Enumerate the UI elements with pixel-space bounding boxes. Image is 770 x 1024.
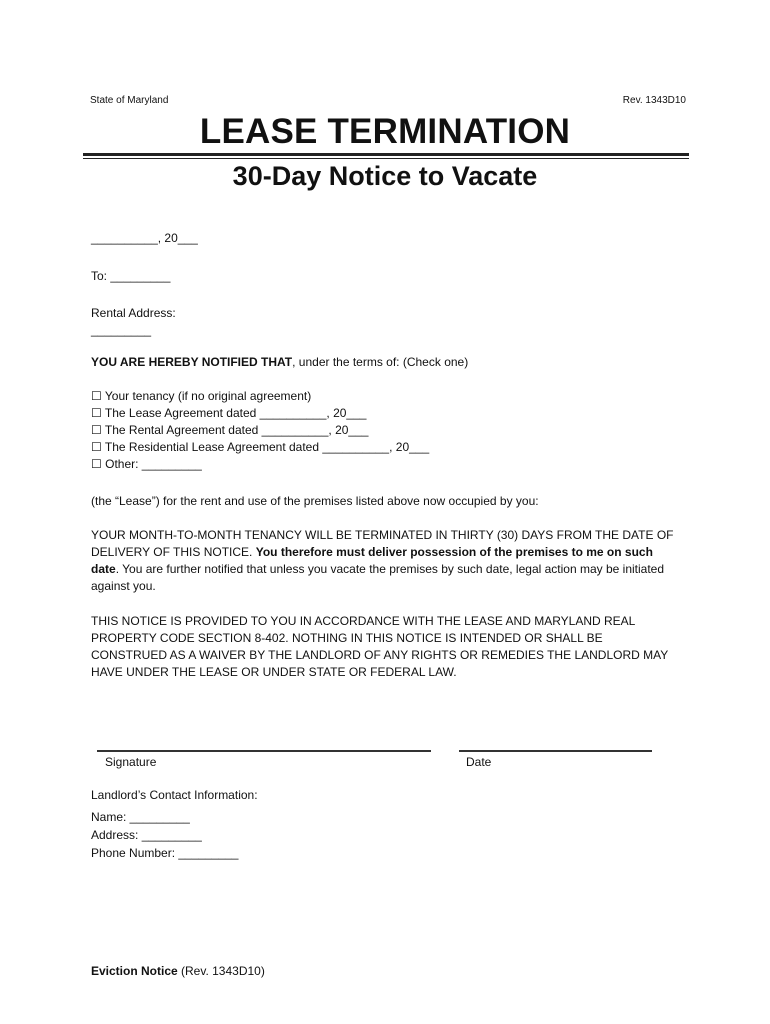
date-line: __________, 20___ <box>91 231 198 245</box>
termination-text-bold: You therefore must deliver possession of the premises to me on such date <box>91 545 653 576</box>
signature-label: Signature <box>105 755 157 769</box>
checkbox-icon[interactable]: ☐ <box>91 457 102 471</box>
option-other[interactable] <box>91 456 429 473</box>
option-label: The Rental Agreement dated __________, 20___ <box>104 423 369 437</box>
footer-bold: Eviction Notice <box>91 964 178 978</box>
checkbox-icon[interactable]: ☐ <box>91 406 102 420</box>
rental-address-blank: _________ <box>91 323 152 337</box>
lease-line: (the “Lease”) for the rent and use of the premises listed above now occupied by you: <box>91 494 539 508</box>
termination-paragraph <box>91 527 679 595</box>
document-title: LEASE TERMINATION <box>199 112 571 151</box>
notice-intro <box>91 354 468 371</box>
checkbox-icon[interactable]: ☐ <box>91 389 102 403</box>
option-lease-agreement[interactable] <box>91 405 429 422</box>
notice-intro-bold: YOU ARE HEREBY NOTIFIED THAT <box>91 355 293 369</box>
document-subtitle: 30-Day Notice to Vacate <box>232 161 538 191</box>
option-residential-lease[interactable] <box>91 439 429 456</box>
checkbox-icon[interactable]: ☐ <box>91 440 102 454</box>
title-divider-thin <box>83 158 689 159</box>
option-label: Other: _________ <box>105 457 202 471</box>
title-divider-thick <box>83 153 689 156</box>
legal-paragraph: THIS NOTICE IS PROVIDED TO YOU IN ACCORDANCE WITH THE LEASE AND MARYLAND REAL PROPERTY CODE SECTION 8-402. NOTHING IN THIS NOTICE IS INTENDED OR SHALL BE CONSTRUED AS A WAIVER BY THE LANDLORD OF ANY RIGHTS OR REMEDIES THE LANDLORD MAY HAVE UNDER THE LEASE OR UNDER STATE OR FEDERAL LAW. <box>91 614 669 679</box>
option-label: Your tenancy (if no original agreement) <box>104 389 312 403</box>
contact-address: Address: _________ <box>91 828 202 842</box>
footer-rest: (Rev. 1343D10) <box>177 964 265 978</box>
footer-label <box>91 963 265 980</box>
option-label: The Lease Agreement dated __________, 20___ <box>104 406 367 420</box>
notice-intro-rest: , under the terms of: (Check one) <box>292 355 469 369</box>
state-label: State of Maryland <box>90 95 169 106</box>
rental-address-label: Rental Address: <box>91 306 176 320</box>
termination-text-1: YOUR MONTH-TO-MONTH TENANCY WILL BE TERMINATED IN THIRTY (30) DAYS FROM THE DATE OF DELIVERY OF THIS NOTICE. <box>91 528 674 559</box>
option-list <box>91 388 429 473</box>
option-label: The Residential Lease Agreement dated __________, 20___ <box>104 440 430 454</box>
date-label: Date <box>466 755 492 769</box>
contact-heading: Landlord’s Contact Information: <box>91 788 258 802</box>
contact-name: Name: _________ <box>91 810 190 824</box>
contact-phone: Phone Number: _________ <box>91 846 239 860</box>
option-rental-agreement[interactable] <box>91 422 429 439</box>
checkbox-icon[interactable]: ☐ <box>91 423 102 437</box>
revision-label: Rev. 1343D10 <box>622 95 686 106</box>
to-line: To: _________ <box>91 269 171 283</box>
termination-text-2: . You are further notified that unless you vacate the premises by such date, legal action may be initiated against you. <box>91 562 665 593</box>
signature-line[interactable] <box>97 750 431 752</box>
date-signature-line[interactable] <box>459 750 652 752</box>
option-tenancy[interactable] <box>91 388 429 405</box>
